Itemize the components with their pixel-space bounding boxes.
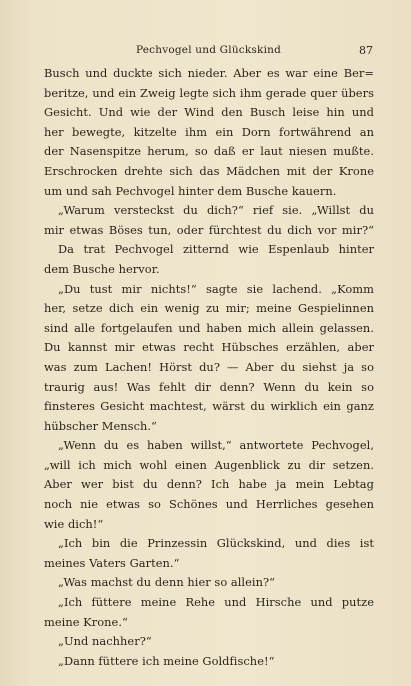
text-line: Da trat Pechvogel zitternd wie Espenlaub hinter [58, 242, 374, 257]
text-line: wie dich!“ [44, 516, 104, 531]
running-title: Pechvogel und Glückskind [135, 44, 282, 56]
text-line: sind alle fortgelaufen und haben mich allein gelassen. [44, 320, 374, 335]
text-line: meines Vaters Garten.“ [44, 555, 180, 570]
text-line: „will ich mich wohl einen Augenblick zu dir setzen. [44, 457, 374, 472]
text-line: „Ich bin die Prinzessin Glückskind, und dies ist [58, 536, 374, 551]
text-line: um und sah Pechvogel hinter dem Busche kauern. [44, 183, 337, 198]
text-line: „Was machst du denn hier so allein?“ [58, 575, 276, 590]
text-line: dem Busche hervor. [44, 261, 160, 276]
text-line: meine Krone.“ [44, 614, 128, 629]
text-line: Gesicht. Und wie der Wind den Busch leise hin und [44, 105, 374, 120]
text-line: hübscher Mensch.“ [44, 418, 157, 433]
text-line: „Du tust mir nichts!“ sagte sie lachend. „Komm [58, 281, 374, 296]
text-line: beritze, und ein Zweig legte sich ihm gerade quer übers [44, 85, 374, 100]
text-line: mir etwas Böses tun, oder fürchtest du dich vor mir?“ [44, 222, 374, 237]
text-line: her, setze dich ein wenig zu mir; meine Gespielinnen [44, 301, 374, 316]
body-text [44, 64, 374, 671]
text-line: „Wenn du es haben willst,“ antwortete Pechvogel, [58, 438, 374, 453]
text-line: Erschrocken drehte sich das Mädchen mit der Krone [44, 163, 374, 178]
text-line: finsteres Gesicht machtest, wärst du wirklich ein ganz [44, 399, 374, 414]
text-line: „Dann füttere ich meine Goldfische!“ [58, 653, 275, 668]
text-line: Aber wer bist du denn? Ich habe ja mein Lebtag [44, 477, 374, 492]
page-number: 87 [359, 44, 373, 57]
running-head [44, 44, 373, 60]
text-line: „Ich füttere meine Rehe und Hirsche und putze [58, 595, 374, 610]
text-line: traurig aus! Was fehlt dir denn? Wenn du kein so [44, 379, 374, 394]
text-line: Du kannst mir etwas recht Hübsches erzählen, aber [44, 340, 374, 355]
text-line: was zum Lachen! Hörst du? — Aber du siehst ja so [44, 359, 374, 374]
text-line: Busch und duckte sich nieder. Aber es war eine Ber= [44, 66, 374, 80]
text-line: her bewegte, kitzelte ihm ein Dorn fortwährend an [44, 124, 374, 139]
text-line: der Nasenspitze herum, so daß er laut niesen mußte. [44, 144, 374, 159]
text-line: „Und nachher?“ [58, 634, 152, 649]
text-line: noch nie etwas so Schönes und Herrliches gesehen [44, 497, 374, 512]
text-line: „Warum versteckst du dich?“ rief sie. „Willst du [58, 203, 374, 218]
